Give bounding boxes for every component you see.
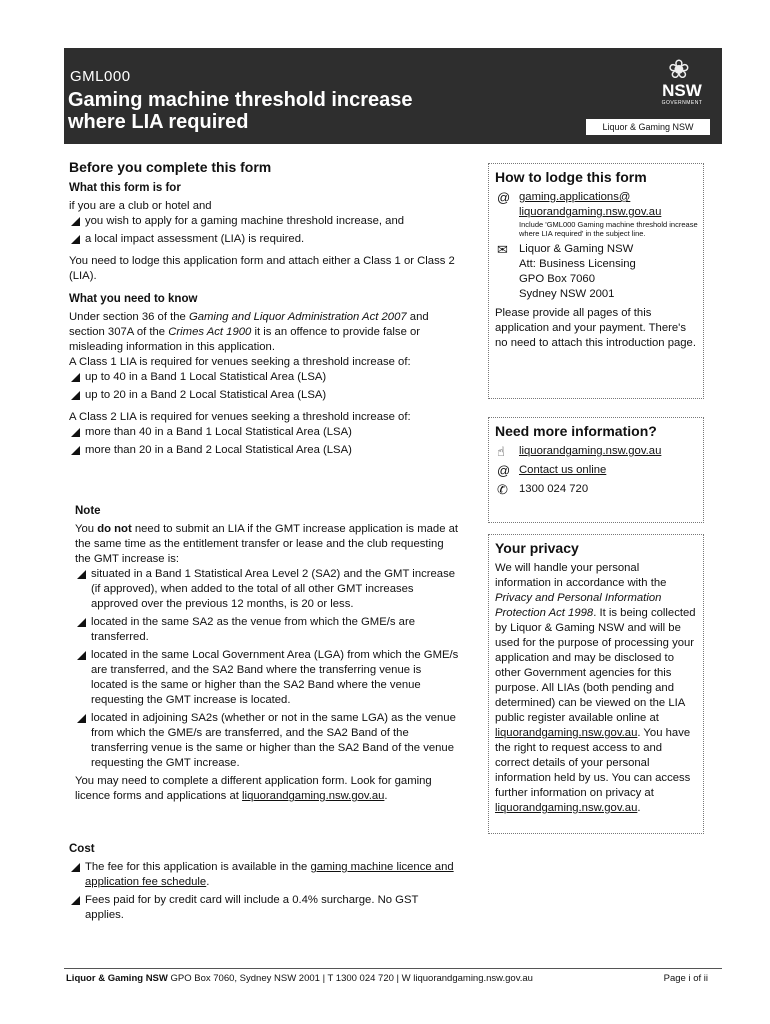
cost-heading: Cost	[69, 843, 95, 855]
note-section	[69, 502, 459, 804]
lodge-text: You need to lodge this application form and attach either a Class 1 or Class 2 (LIA).	[69, 255, 455, 282]
liquor-gaming-link[interactable]: liquorandgaming.nsw.gov.au	[242, 790, 385, 802]
note-intro: You do not need to submit an LIA if the GMT increase application is made at the same time as the entitlement transfer or lease and the club requesting the GMT increase is:	[75, 523, 459, 565]
list-item: Fees paid for by credit card will include a 0.4% surcharge. No GST applies.	[69, 893, 459, 923]
before-heading: Before you complete this form	[69, 159, 272, 175]
title-line-2: where LIA required	[68, 111, 249, 133]
list-item: a local impact assessment (LIA) is required.	[69, 232, 459, 247]
class1-intro: A Class 1 LIA is required for venues seeking a threshold increase of:	[69, 356, 411, 368]
post-line: Liquor & Gaming NSW	[519, 243, 634, 255]
logo-word: NSW	[662, 81, 702, 100]
waratah-icon: ❀	[668, 54, 690, 84]
list-item: The fee for this application is available in the gaming machine licence and application fee schedule.	[69, 860, 459, 890]
what-intro: if you are a club or hotel and	[69, 200, 212, 212]
post-row	[495, 242, 698, 302]
post-line: Att: Business Licensing	[519, 258, 636, 270]
lodge-heading: How to lodge this form	[495, 169, 647, 185]
form-code: GML000	[70, 68, 131, 85]
list-item: situated in a Band 1 Statistical Area Level 2 (SA2) and the GMT increase (if approved), when added to the total of all other GMT increases approved over the previous 12 months, is 20 or less.	[75, 567, 459, 612]
at-icon: @	[497, 463, 511, 478]
web-row	[495, 444, 698, 459]
post-line: GPO Box 7060	[519, 273, 595, 285]
contact-row	[495, 463, 698, 478]
info-box	[488, 417, 704, 523]
logo-sub: GOVERNMENT	[661, 100, 703, 106]
note-bullets	[75, 567, 459, 771]
know-heading: What you need to know	[69, 293, 198, 305]
at-icon: @	[497, 190, 511, 205]
page-title	[68, 89, 468, 133]
cost-bullets	[69, 860, 459, 923]
phone-row	[495, 482, 698, 497]
note-heading: Note	[75, 505, 101, 517]
fee-schedule-link[interactable]: gaming machine licence and application fee schedule	[85, 861, 454, 888]
list-item: located in the same SA2 as the venue from which the GME/s are transferred.	[75, 615, 459, 645]
email-link[interactable]: gaming.applications@ liquorandgaming.nsw.gov.au	[519, 191, 662, 218]
list-item: more than 40 in a Band 1 Local Statistical Area (LSA)	[69, 425, 459, 440]
privacy-text: We will handle your personal information in accordance with the Privacy and Personal Information Protection Act 1998. It is being collected by Liquor & Gaming NSW and will be used for the purpose of processing your application and may be disclosed to other Government agencies for this purpose. All LIAs (both pending and determined) can be viewed on the LIA public register available online at liquorandgaming.nsw.gov.au. You have the right to request access to and correct details of your personal information held by us. You can access further information on privacy at liquorandgaming.nsw.gov.au.	[495, 562, 696, 814]
know-text: Under section 36 of the Gaming and Liquor Administration Act 2007 and section 307A of the Crimes Act 1900 it is an offence to provide false or misleading information in this application.	[69, 311, 429, 353]
class2-bullets	[69, 425, 459, 458]
page-number: Page i of ii	[663, 973, 708, 984]
phone-number: 1300 024 720	[519, 483, 589, 495]
privacy-link[interactable]: liquorandgaming.nsw.gov.au	[495, 802, 638, 814]
list-item: located in adjoining SA2s (whether or not in the same LGA) as the venue from which the GME/s are transferred, and the SA2 Band of the transferring venue is the same or higher than the SA2 Band of the venue requesting the GMT increase.	[75, 711, 459, 771]
privacy-heading: Your privacy	[495, 540, 579, 556]
pointer-icon: ☝	[497, 444, 505, 459]
what-heading: What this form is for	[69, 182, 181, 194]
contact-link[interactable]: Contact us online	[519, 464, 607, 476]
what-bullets	[69, 214, 459, 247]
website-link[interactable]: liquorandgaming.nsw.gov.au	[519, 445, 662, 457]
envelope-icon: ✉	[497, 242, 508, 257]
provide-text: Please provide all pages of this application and your payment. There's no need to attach this introduction page.	[495, 307, 696, 349]
list-item: located in the same Local Government Area (LGA) from which the GME/s are transferred, and the SA2 Band where the transferring venue is located is the same or higher than the SA2 Band where the venue requesting the GMT increase is located.	[75, 648, 459, 708]
footer-divider	[64, 968, 722, 969]
lodge-box	[488, 163, 704, 399]
info-heading: Need more information?	[495, 423, 657, 439]
email-row	[495, 190, 698, 238]
privacy-box	[488, 534, 704, 834]
list-item: more than 20 in a Band 2 Local Statistical Area (LSA)	[69, 443, 459, 458]
phone-icon: ✆	[497, 482, 508, 497]
header-banner	[64, 48, 722, 144]
class1-bullets	[69, 370, 459, 403]
footer: Liquor & Gaming NSW GPO Box 7060, Sydney NSW 2001 | T 1300 024 720 | W liquorandgaming.nsw.gov.au	[66, 973, 533, 984]
note-closing: You may need to complete a different application form. Look for gaming licence forms and applications at liquorandgaming.nsw.gov.au.	[75, 775, 432, 802]
class2-intro: A Class 2 LIA is required for venues seeking a threshold increase of:	[69, 411, 411, 423]
email-note: Include 'GML000 Gaming machine threshold increase where LIA required' in the subject line.	[519, 220, 698, 238]
nsw-government-logo	[654, 56, 710, 114]
list-item: up to 20 in a Band 2 Local Statistical Area (LSA)	[69, 388, 459, 403]
list-item: up to 40 in a Band 1 Local Statistical Area (LSA)	[69, 370, 459, 385]
list-item: you wish to apply for a gaming machine threshold increase, and	[69, 214, 459, 229]
cost-section	[69, 840, 459, 926]
post-line: Sydney NSW 2001	[519, 288, 615, 300]
agency-tab: Liquor & Gaming NSW	[586, 119, 710, 135]
before-section	[69, 158, 459, 461]
lia-register-link[interactable]: liquorandgaming.nsw.gov.au	[495, 727, 638, 739]
title-line-1: Gaming machine threshold increase	[68, 89, 413, 111]
